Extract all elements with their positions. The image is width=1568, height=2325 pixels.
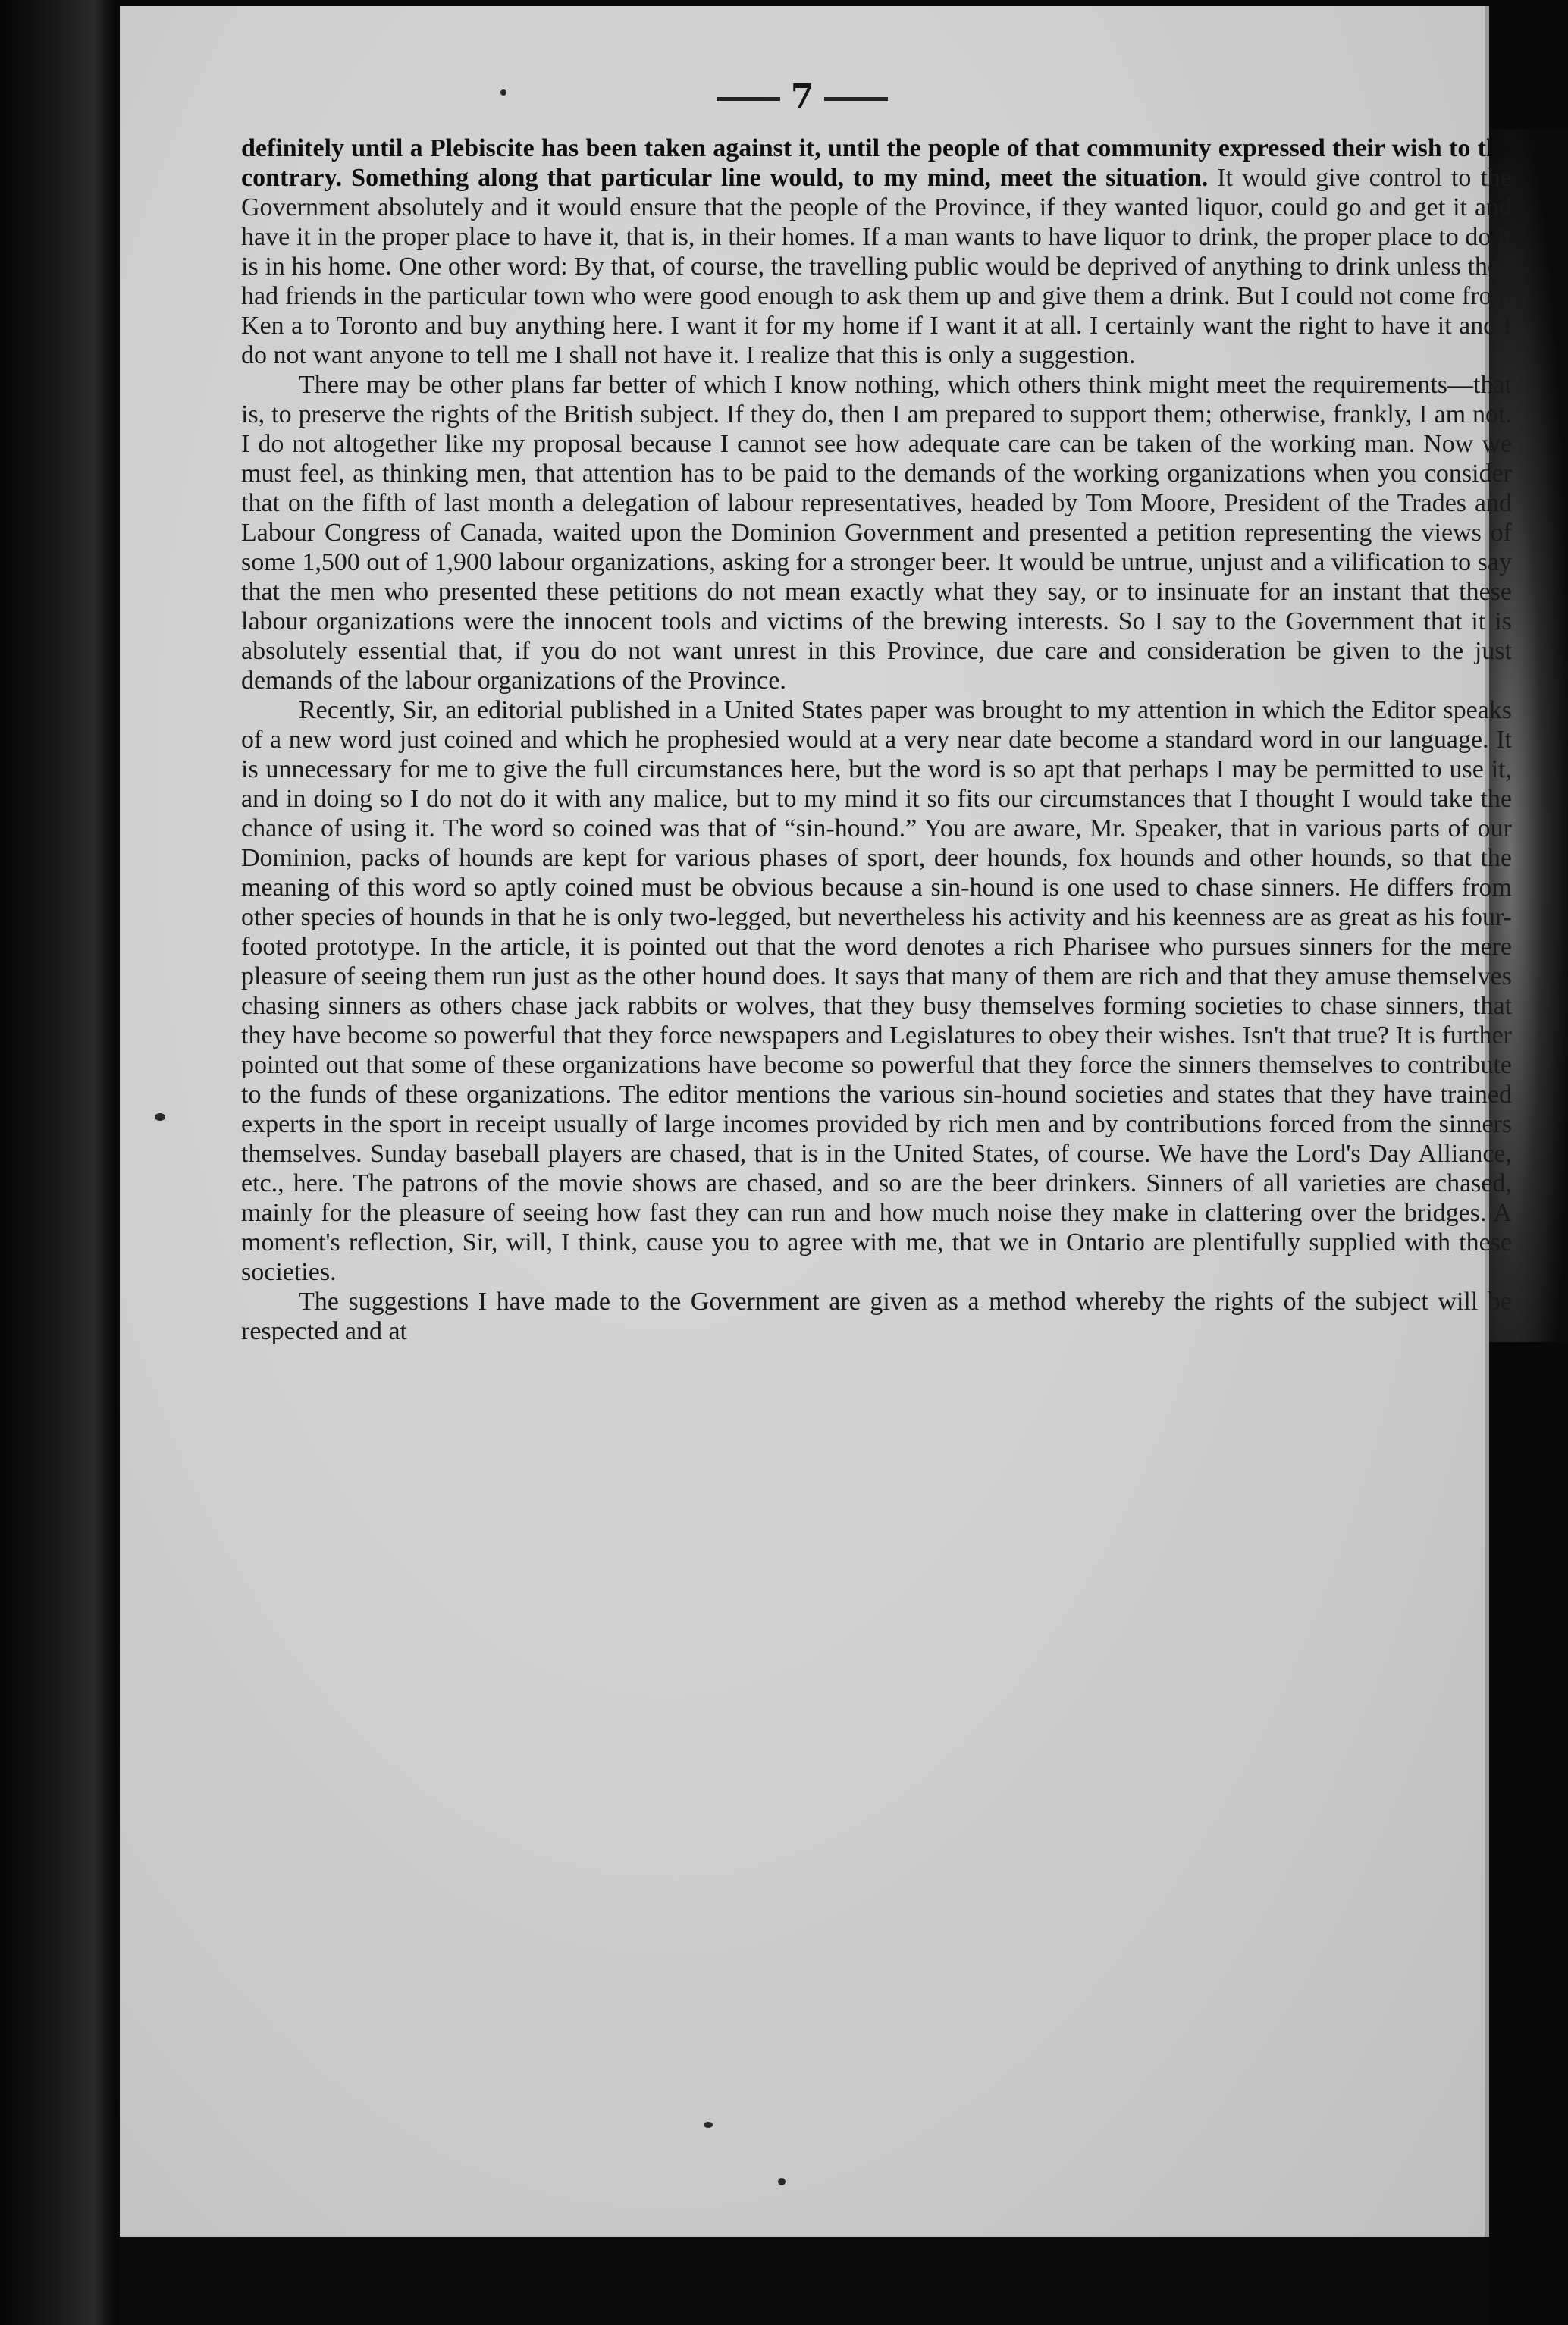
- left-dash: [717, 97, 780, 101]
- paragraph-2: [241, 370, 1512, 695]
- facing-page-edge: [0, 0, 114, 2325]
- paragraph-4-text: The suggestions I have made to the Government are given as a method whereby the rights of the subject will be respected and at: [241, 1288, 1512, 1345]
- paragraph-3-text: Recently, Sir, an editorial published in a United States paper was brought to my attention in which the Editor speaks of a new word just coined and which he prophesied would at a very near date become a standard word in our language. It is unnecessary for me to give the full circumstances here, but the word is so apt that perhaps I may be permitted to use it, and in doing so I do not do it with any malice, but to my mind it so fits our circumstances that I thought I would take the chance of using it. The word so coined was that of “sin-hound.” You are aware, Mr. Speaker, that in various parts of our Dominion, packs of hounds are kept for various phases of sport, deer hounds, fox hounds and other hounds, so that the meaning of this word so aptly coined must be obvious because a sin-hound is one used to chase sinners. He differs from other species of hounds in that he is only two-legged, but nevertheless his activity and his keenness are as great as his four-footed prototype. In the article, it is pointed out that the word denotes a rich Pharisee who pursues sinners for the mere pleasure of seeing them run just as the other hound does. It says that many of them are rich and that they amuse themselves chasing sinners as others chase jack rabbits or wolves, that they busy themselves forming societies to chase sinners, that they have become so powerful that they force newspapers and Legislatures to obey their wishes. Isn't that true? It is further pointed out that some of these organizations have become so powerful that they force the sinners themselves to contribute to the funds of these organizations. The editor mentions the various sin-hound societies and states that they have trained experts in the sport in receipt usually of large incomes provided by rich men and by contributions forced from the sinners themselves. Sunday baseball players are chased, that is in the United States, of course. We have the Lord's Day Alliance, etc., here. The patrons of the movie shows are chased, and so are the beer drinkers. Sinners of all varieties are chased, mainly for the pleasure of seeing how fast they can run and how much noise they make in clattering over the bridges. A moment's reflection, Sir, will, I think, cause you to agree with me, that we in Ontario are plentifully supplied with these societies.: [241, 696, 1512, 1286]
- page-bottom-border: [120, 2237, 1489, 2325]
- dust-speck: [778, 2178, 786, 2185]
- dust-speck: [500, 89, 506, 96]
- paragraph-4: [241, 1287, 1512, 1346]
- paragraph-1: [241, 133, 1512, 370]
- paragraph-1-text: It would give control to the Government absolutely and it would ensure that the people of the Province, if they wanted liquor, could go and get it and have it in the proper place to have it, that is, in their homes. If a man wants to have liquor to drink, the proper place to do it is in his home. One other word: By that, of course, the travelling public would be deprived of anything to drink unless they had friends in the particular town who were good enough to ask them up and give them a drink. But I could not come from Ken a to Toronto and buy anything here. I want it for my home if I want it at all. I certainly want the right to have it and I do not want anyone to tell me I shall not have it. I realize that this is only a suggestion.: [241, 164, 1512, 369]
- paragraph-2-text: There may be other plans far better of which I know nothing, which others think might meet the requirements—that is, to preserve the rights of the British subject. If they do, then I am prepared to support them; otherwise, frankly, I am not. I do not altogether like my proposal because I cannot see how adequate care can be taken of the working man. Now we must feel, as thinking men, that attention has to be paid to the demands of the working organizations when you consider that on the fifth of last month a delegation of labour representatives, headed by Tom Moore, President of the Trades and Labour Congress of Canada, waited upon the Dominion Government and presented a petition representing the views of some 1,500 out of 1,900 labour organizations, asking for a stronger beer. It would be untrue, unjust and a vilification to say that the men who presented these petitions do not mean exactly what they say, or to insinuate for an instant that these labour organizations were the innocent tools and victims of the brewing interests. So I say to the Government that it is absolutely essential that, if you do not want unrest in this Province, due care and consideration be given to the just demands of the labour organizations of the Province.: [241, 371, 1512, 695]
- paragraph-3: [241, 695, 1512, 1287]
- dust-speck: [704, 2122, 713, 2128]
- document-page: [120, 6, 1512, 2243]
- dust-speck: [155, 1113, 165, 1121]
- right-dash: [824, 97, 888, 101]
- paragraph-1-bold-lead: definitely until a Plebiscite has been taken against it, until the people of that community expressed their wish to the contrary. Something along that particular line would, to my mind, meet the situation.: [241, 134, 1512, 192]
- page-number-header: [120, 77, 1485, 116]
- page-number: 7: [790, 77, 814, 116]
- body-text: [241, 133, 1512, 1346]
